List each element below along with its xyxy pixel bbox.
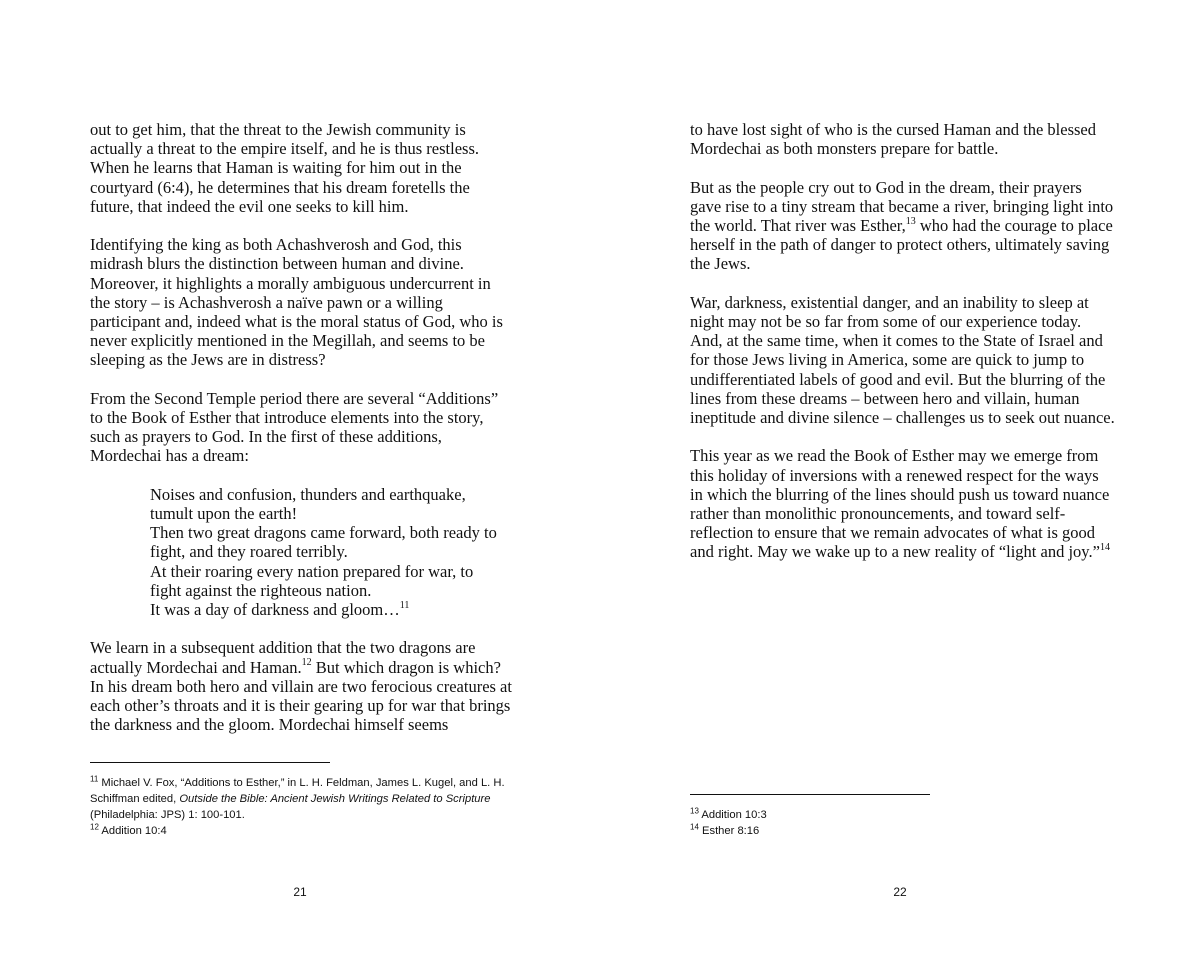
footnote-14-text: Esther 8:16 bbox=[698, 825, 760, 837]
page-number-right: 22 bbox=[893, 885, 907, 899]
left-paragraph-3: From the Second Temple period there are several “Additions” to the Book of Esther that introduce elements into the story, such as prayers to God. In the first of these additions, Mordechai has a dream: bbox=[90, 388, 499, 466]
footnote-14 bbox=[690, 823, 1120, 839]
right-paragraph-3: War, darkness, existential danger, and an inability to sleep at night may not be so far from some of our experience today. And, at the same time, when it comes to the State of Israel and for those Jews living in America, some are quick to jump to undifferentiated labels of good and evil. But the blurring of the lines from these dreams – between hero and villain, human ineptitude and divine silence – challenges us to seek out nuance. bbox=[690, 292, 1115, 428]
footnote-divider bbox=[90, 762, 330, 763]
left-paragraph-4-part-a: We learn in a subsequent addition that the two dragons are actually Mordechai and Haman. bbox=[90, 638, 476, 677]
left-paragraph-1: out to get him, that the threat to the Jewish community is actually a threat to the empire itself, and he is thus restless. When he learns that Haman is waiting for him out in the courtyard (6:4), he determines that his dream foretells the future, that indeed the evil one seeks to kill him. bbox=[90, 120, 480, 216]
footnote-ref-11[interactable]: 11 bbox=[399, 599, 410, 611]
page-number-left: 21 bbox=[293, 885, 307, 899]
right-paragraph-2-part-a: But as the people cry out to God in the dream, their prayers gave rise to a tiny stream that became a river, bringing light into the world. That river was Esther, bbox=[690, 177, 1114, 235]
right-paragraph-2-part-b: who had the courage to place herself in the path of danger to protect others, ultimately saving the Jews. bbox=[690, 216, 1113, 274]
footnote-11-text-a: Michael V. Fox, “Additions to Esther,” in L. H. Feldman, James L. Kugel, and L. H. Schiffman edited, bbox=[90, 777, 505, 805]
right-paragraph-1: to have lost sight of who is the cursed Haman and the blessed Mordechai as both monsters prepare for battle. bbox=[690, 120, 1096, 159]
quote-line: Noises and confusion, thunders and earthquake, bbox=[150, 484, 466, 504]
left-body-text bbox=[90, 120, 515, 734]
footnote-11-text-b: (Philadelphia: JPS) 1: 100-101. bbox=[90, 809, 245, 821]
right-paragraph-2 bbox=[690, 178, 1115, 274]
footnote-11 bbox=[90, 775, 520, 823]
footnote-number: 12 bbox=[90, 822, 99, 832]
footnote-11-book-title: Outside the Bible: Ancient Jewish Writings Related to Scripture bbox=[179, 793, 491, 805]
quote-line: fight, and they roared terribly. bbox=[150, 542, 348, 562]
footnote-12-text: Addition 10:4 bbox=[98, 825, 167, 837]
quote-line: At their roaring every nation prepared for war, to bbox=[150, 561, 474, 581]
right-paragraph-4 bbox=[690, 446, 1115, 561]
left-footnotes bbox=[90, 775, 520, 839]
left-paragraph-2: Identifying the king as both Achashverosh and God, this midrash blurs the distinction between human and divine. Moreover, it highlights a morally ambiguous undercurrent in the story – is Achashverosh a naïve pawn or a willing participant and, indeed what is the moral status of God, who is never explicitly mentioned in the Megillah, and seems to be sleeping as the Jews are in distress? bbox=[90, 235, 503, 370]
footnote-13-text: Addition 10:3 bbox=[698, 809, 767, 821]
footnote-number: 13 bbox=[690, 806, 699, 816]
footnote-number: 14 bbox=[690, 822, 699, 832]
right-page bbox=[600, 0, 1200, 960]
left-paragraph-4-part-b: But which dragon is which? In his dream both hero and villain are two ferocious creatures at each other’s throats and it is their gearing up for war that brings the darkness and the gloom. Mordechai himself seems bbox=[90, 657, 512, 735]
left-paragraph-4 bbox=[90, 638, 515, 734]
footnote-ref-13[interactable]: 13 bbox=[905, 215, 916, 227]
footnote-13 bbox=[690, 807, 1120, 823]
right-footnotes bbox=[690, 807, 1120, 839]
dream-quote bbox=[150, 485, 515, 619]
right-body-text bbox=[690, 120, 1115, 562]
footnote-ref-14[interactable]: 14 bbox=[1099, 541, 1110, 553]
quote-line: tumult upon the earth! bbox=[150, 504, 298, 524]
quote-line-last bbox=[150, 600, 515, 619]
footnote-number: 11 bbox=[90, 774, 99, 784]
quote-line-text: It was a day of darkness and gloom… bbox=[150, 600, 400, 620]
right-paragraph-4-text: This year as we read the Book of Esther may we emerge from this holiday of inversions with a renewed respect for the ways in which the blurring of the lines should push us toward nuance rather than monolithic pronouncements, and toward self-reflection to ensure that we remain advocates of what is good and right. May we wake up to a new reality of “light and joy.” bbox=[690, 446, 1110, 562]
quote-line: Then two great dragons came forward, both ready to bbox=[150, 523, 497, 543]
footnote-ref-12[interactable]: 12 bbox=[301, 657, 312, 669]
footnote-12 bbox=[90, 823, 520, 839]
quote-line: fight against the righteous nation. bbox=[150, 580, 372, 600]
footnote-divider bbox=[690, 794, 930, 795]
